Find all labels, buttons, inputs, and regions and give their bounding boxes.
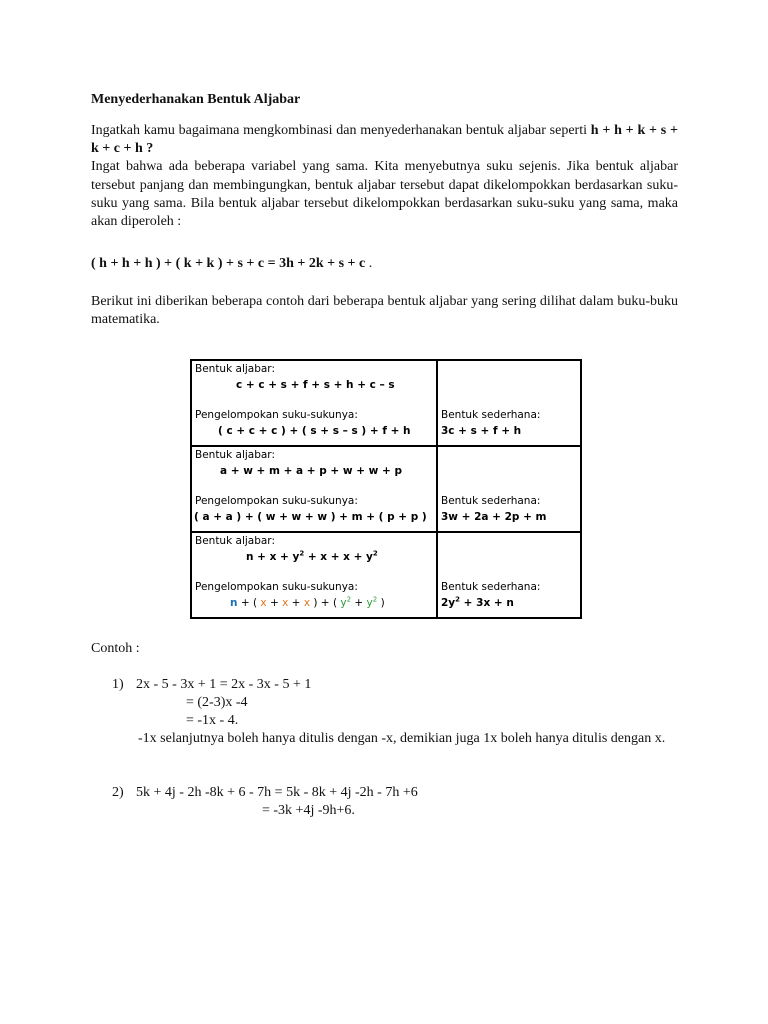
table-row — [191, 360, 581, 446]
example-1-note: -1x selanjutnya boleh hanya ditulis dengan -x, demikian juga 1x boleh hanya ditulis dengan x. — [138, 731, 666, 746]
pengelompokan-expression: ( c + c + c ) + ( s + s – s ) + f + h — [218, 425, 411, 437]
label-pengelompokan: Pengelompokan suku-sukunya: — [195, 495, 358, 507]
document-body — [91, 90, 678, 330]
example-line: = (2-3)x -4 — [186, 695, 248, 710]
label-pengelompokan: Pengelompokan suku-sukunya: — [195, 581, 358, 593]
example-line: 5k + 4j - 2h -8k + 6 - 7h = 5k - 8k + 4j -2h - 7h +6 — [136, 785, 418, 800]
examples-intro-paragraph: Berikut ini diberikan beberapa contoh dari beberapa bentuk aljabar yang sering dilihat dalam buku-buku matematika. — [91, 294, 678, 328]
label-bentuk: Bentuk aljabar: — [195, 363, 275, 375]
label-sederhana: Bentuk sederhana: — [441, 495, 541, 507]
label-pengelompokan: Pengelompokan suku-sukunya: — [195, 409, 358, 421]
contoh-label: Contoh : — [91, 641, 140, 656]
example-line: 2x - 5 - 3x + 1 = 2x - 3x - 5 + 1 — [136, 677, 312, 692]
label-sederhana: Bentuk sederhana: — [441, 581, 541, 593]
example-line: = -3k +4j -9h+6. — [262, 803, 355, 818]
intro-text: Ingatkah kamu bagaimana mengkombinasi dan menyederhanakan bentuk aljabar seperti — [91, 123, 591, 138]
pengelompokan-expression: n + ( x + x + x ) + ( $y^2 + y^2$ ) — [230, 595, 385, 609]
label-bentuk: Bentuk aljabar: — [195, 449, 275, 461]
algebra-table — [190, 359, 582, 619]
table-row — [191, 532, 581, 618]
sederhana-expression: $2y^2 + 3x + n$ — [441, 595, 514, 609]
sederhana-expression: 3w + 2a + 2p + m — [441, 511, 547, 523]
intro-expression: h + h + k + s + k + c + h ? — [91, 123, 678, 157]
example-number: 2) — [112, 785, 124, 800]
bentuk-expression: a + w + m + a + p + w + w + p — [220, 465, 403, 477]
page-title: Menyederhanakan Bentuk Aljabar — [91, 92, 301, 107]
example-number: 1) — [112, 677, 124, 692]
label-bentuk: Bentuk aljabar: — [195, 535, 275, 547]
table-row — [191, 446, 581, 532]
pengelompokan-expression: ( a + a ) + ( w + w + w ) + m + ( p + p ) — [194, 511, 427, 523]
bentuk-expression: $n + x + y^2 + x + x + y^2$ — [246, 549, 378, 563]
grouping-formula — [91, 255, 678, 273]
label-sederhana: Bentuk sederhana: — [441, 409, 541, 421]
formula-text: ( h + h + h ) + ( k + k ) + s + c = 3h + 2k + s + c — [91, 256, 366, 272]
formula-end: . — [365, 256, 373, 272]
bentuk-expression: c + c + s + f + s + h + c – s — [236, 379, 395, 391]
intro-paragraph-2: Ingat bahwa ada beberapa variabel yang sama. Kita menyebutnya suku sejenis. Jika bentuk aljabar tersebut panjang dan membingungkan, bentuk aljabar tersebut dapat dikelompokkan berdasarkan suku-suku yang sama. Bila bentuk aljabar tersebut dikelompokkan berdasarkan suku-suku yang sama, maka akan diperoleh : — [91, 159, 678, 230]
example-line: = -1x - 4. — [186, 713, 239, 728]
sederhana-expression: 3c + s + f + h — [441, 425, 522, 437]
intro-paragraph-1 — [91, 122, 678, 158]
